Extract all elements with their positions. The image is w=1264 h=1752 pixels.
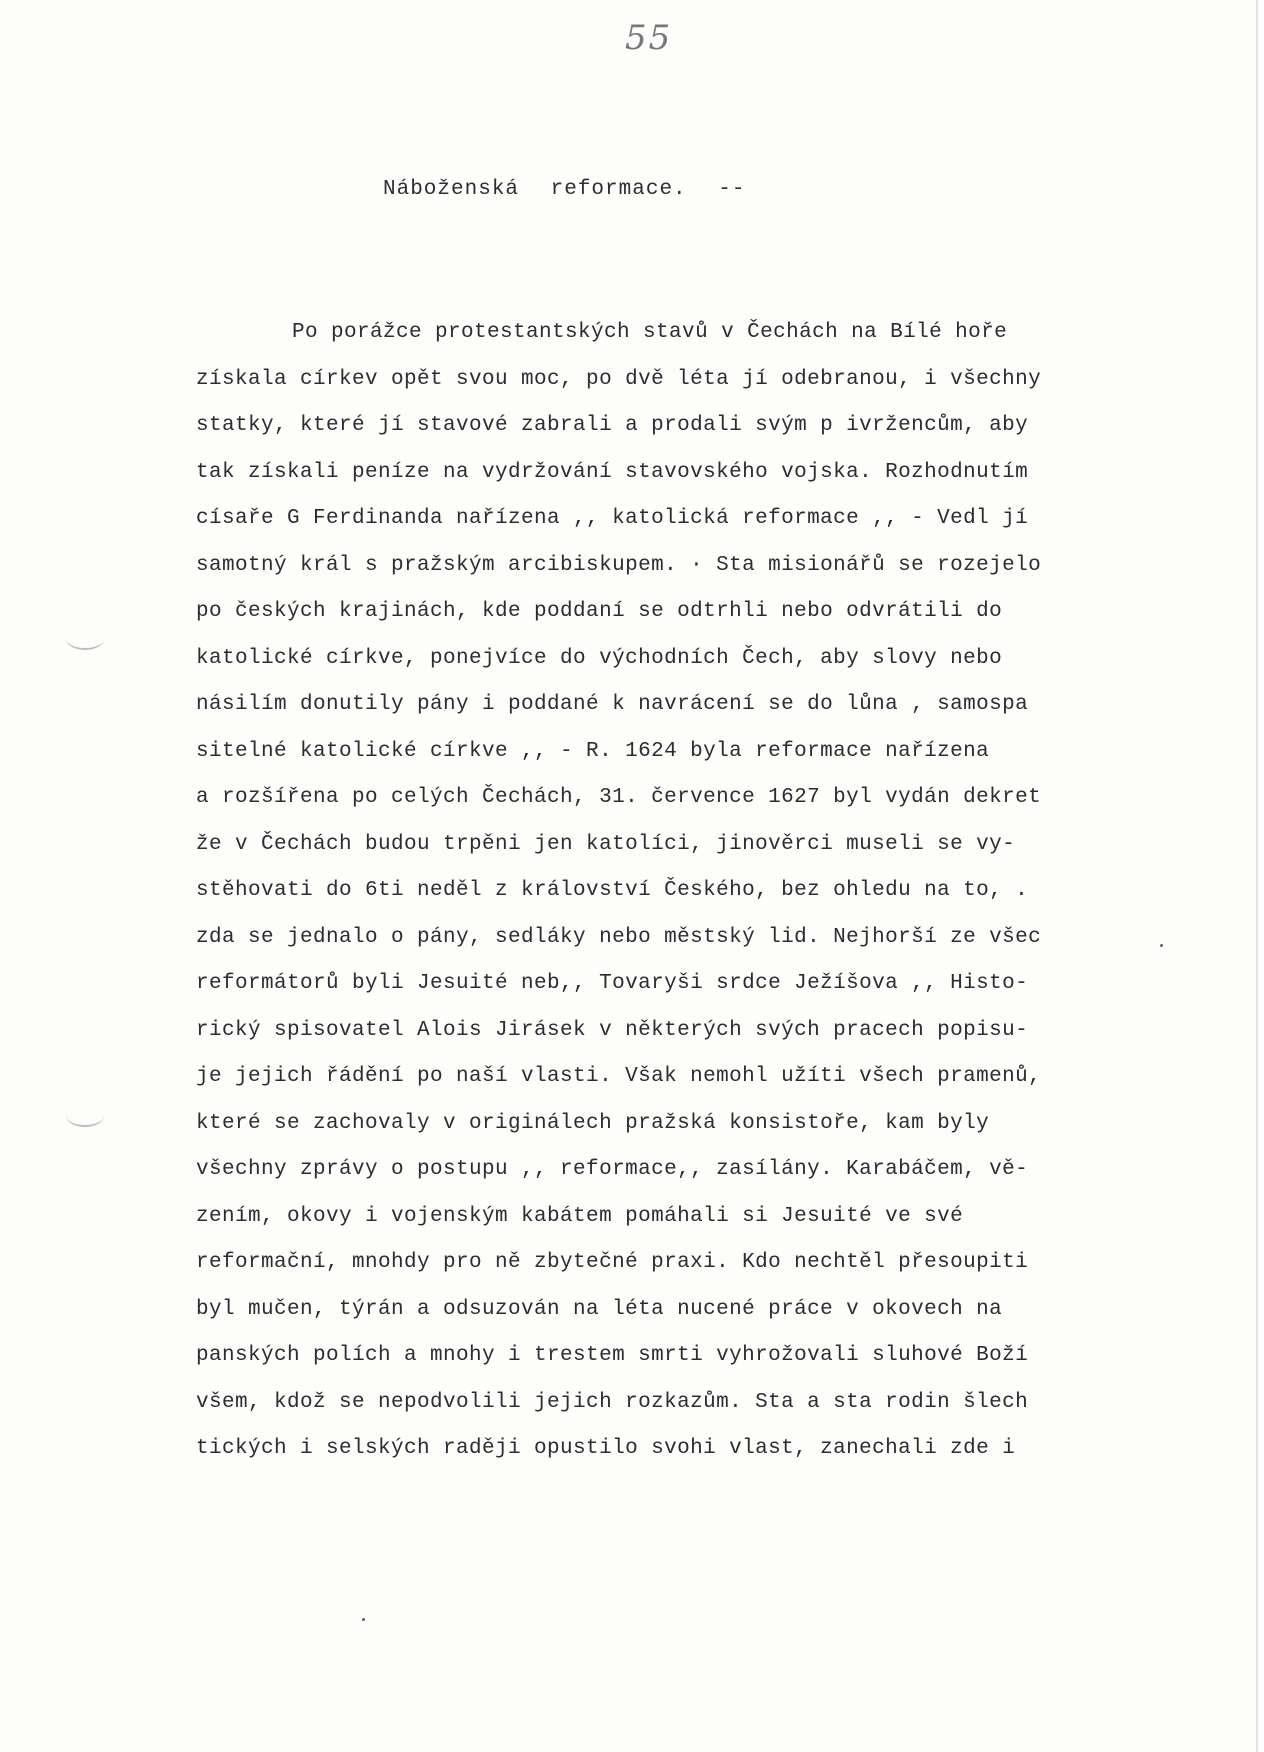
ink-speck	[362, 1618, 365, 1621]
text-line: zda se jednalo o pány, sedláky nebo městský lid. Nejhorší ze všec	[196, 925, 1042, 949]
text-line: a rozšířena po celých Čechách, 31. července 1627 byl vydán dekret	[196, 786, 1042, 809]
text-line: které se zachovaly v originálech pražská konsistoře, kam byly	[196, 1111, 990, 1135]
text-line: že v Čechách budou trpěni jen katolíci, jinověrci museli se vy-	[196, 832, 1016, 856]
text-line: reformační, mnohdy pro ně zbytečné praxi. Kdo nechtěl přesoupiti	[196, 1251, 1029, 1274]
text-line: získala církev opět svou moc, po dvě léta jí odebranou, i všechny	[196, 367, 1042, 391]
text-line: rický spisovatel Alois Jirásek v některých svých pracech popisu-	[196, 1018, 1029, 1042]
text-line: Po porážce protestantských stavů v Čechách na Bílé hoře	[292, 321, 1008, 344]
text-line: po českých krajinách, kde poddaní se odtrhli nebo odvrátili do	[196, 600, 1003, 623]
page-number: 55	[625, 18, 673, 58]
text-line: samotný král s pražským arcibiskupem. · Sta misionářů se rozejelo	[196, 553, 1042, 577]
text-line: reformátorů byli Jesuité neb,, Tovaryši srdce Ježíšova ,, Histo-	[196, 972, 1029, 995]
text-line: stěhovati do 6ti neděl z království Českého, bez ohledu na to, .	[196, 879, 1029, 902]
text-line: katolické církve, ponejvíce do východních Čech, aby slovy nebo	[196, 646, 1003, 670]
text-line: všem, kdož se nepodvolili jejich rozkazům. Sta a sta rodin šlech	[196, 1390, 1029, 1414]
text-line: tických i selských raději opustilo svohi vlast, zanechali zde i	[196, 1437, 1016, 1460]
text-line: je jejich řádění po naší vlasti. Však nemohl užíti všech pramenů,	[196, 1065, 1042, 1088]
text-line: císaře G Ferdinanda nařízena ,, katolická reformace ,, - Vedl jí	[196, 507, 1029, 530]
page-edge	[1256, 0, 1258, 1752]
text-line: tak získali peníze na vydržování stavovského vojska. Rozhodnutím	[196, 460, 1029, 484]
text-line: násilím donutily pány i poddané k navrácení se do lůna , samospa	[196, 693, 1029, 716]
typed-body-text	[196, 310, 1206, 1473]
text-line: všechny zprávy o postupu ,, reformace,, zasílány. Karabáčem, vě-	[196, 1158, 1029, 1181]
text-line: zením, okovy i vojenským kabátem pomáhali si Jesuité ve své	[196, 1204, 964, 1228]
punch-hole-mark	[66, 628, 104, 650]
text-line: sitelné katolické církve ,, - R. 1624 byla reformace nařízena	[196, 739, 990, 763]
text-line: statky, které jí stavové zabrali a prodali svým p ivržencům, aby	[196, 414, 1029, 437]
punch-hole-mark	[66, 1105, 104, 1127]
text-line: byl mučen, týrán a odsuzován na léta nucené práce v okovech na	[196, 1297, 1003, 1321]
page-title: Náboženská reformace. --	[383, 178, 746, 201]
text-line: panských polích a mnohy i trestem smrti vyhrožovali sluhové Boží	[196, 1344, 1029, 1367]
